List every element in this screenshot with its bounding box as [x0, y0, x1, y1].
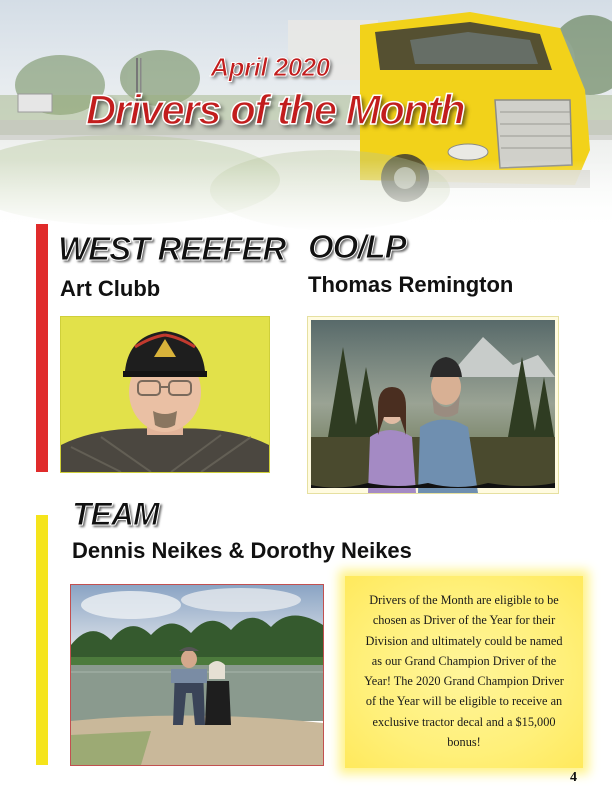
info-box — [345, 576, 583, 768]
page-title: Drivers of the Month — [85, 86, 465, 133]
photo-art-clubb — [60, 316, 270, 473]
photo-thomas-remington — [307, 316, 559, 494]
info-box-text: Drivers of the Month are eligible to be chosen as Driver of the Year for their Division and ultimately could be named as our Grand Champion Driver of the Year! The 2020 Grand Champion Driver of the Year will be eligible to receive an exclusive tractor decal and a $15,000 bonus! — [364, 593, 564, 750]
hero-banner — [0, 0, 612, 232]
driver-name-dennis-dorothy-neikes: Dennis Neikes & Dorothy Neikes — [72, 538, 412, 563]
division-west-reefer: WEST REEFER — [58, 230, 286, 267]
driver-name-art-clubb: Art Clubb — [60, 276, 161, 301]
red-section-bar — [36, 224, 48, 472]
header-month: April 2020 — [210, 52, 330, 82]
photo-neikes-team — [70, 584, 324, 766]
yellow-section-bar — [36, 515, 48, 765]
driver-name-thomas-remington: Thomas Remington — [308, 272, 514, 297]
division-oo-lp: OO/LP — [308, 228, 406, 265]
page-number: 4 — [570, 770, 577, 785]
division-team: TEAM — [72, 496, 159, 532]
